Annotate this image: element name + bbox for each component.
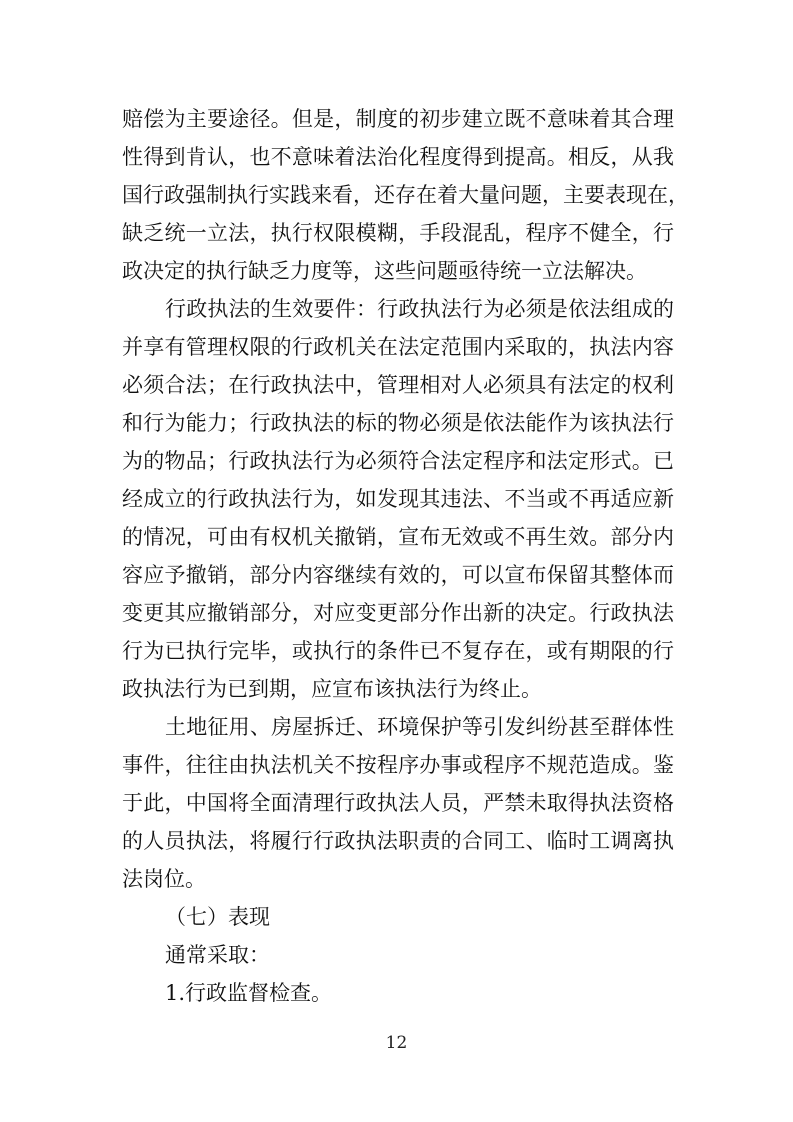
paragraph-3-line: 事件，往往由执法机关不按程序办事或程序不规范造成。鉴 — [122, 753, 674, 777]
paragraph-2-line: 变更其应撤销部分，对应变更部分作出新的决定。行政执法 — [122, 601, 674, 625]
paragraph-3-line: 的人员执法，将履行行政执法职责的合同工、临时工调离执 — [122, 829, 674, 853]
paragraph-3-line: 法岗位。 — [122, 867, 206, 891]
paragraph-2-line: 为的物品；行政执法行为必须符合法定程序和法定形式。已 — [122, 449, 674, 473]
paragraph-2-line: 必须合法；在行政执法中，管理相对人必须具有法定的权利 — [122, 373, 674, 397]
paragraph-2-line: 经成立的行政执法行为，如发现其违法、不当或不再适应新 — [122, 487, 674, 511]
list-item: 1.行政监督检查。 — [165, 981, 333, 1005]
paragraph-1-line: 政决定的执行缺乏力度等，这些问题亟待统一立法解决。 — [122, 259, 647, 283]
section-heading: （七）表现 — [165, 905, 270, 929]
paragraph-2-line: 并享有管理权限的行政机关在法定范围内采取的，执法内容 — [122, 335, 674, 359]
paragraph-1-line: 国行政强制执行实践来看，还存在着大量问题，主要表现在， — [122, 183, 689, 207]
paragraph-1-line: 性得到肯认，也不意味着法治化程度得到提高。相反，从我 — [122, 145, 674, 169]
paragraph-2-line: 政执法行为已到期，应宣布该执法行为终止。 — [122, 677, 542, 701]
paragraph-2-line: 行为已执行完毕，或执行的条件已不复存在，或有期限的行 — [122, 639, 674, 663]
paragraph-2-line: 的情况，可由有权机关撤销，宣布无效或不再生效。部分内 — [122, 525, 674, 549]
paragraph-2-line: 行政执法的生效要件：行政执法行为必须是依法组成的 — [165, 297, 674, 321]
paragraph-2-line: 和行为能力；行政执法的标的物必须是依法能作为该执法行 — [122, 411, 674, 435]
paragraph-1-line: 缺乏统一立法，执行权限模糊，手段混乱，程序不健全，行 — [122, 221, 674, 245]
paragraph-2-line: 容应予撤销，部分内容继续有效的，可以宣布保留其整体而 — [122, 563, 674, 587]
paragraph-3-line: 土地征用、房屋拆迁、环境保护等引发纠纷甚至群体性 — [165, 715, 674, 739]
paragraph-1-line: 赔偿为主要途径。但是，制度的初步建立既不意味着其合理 — [122, 107, 674, 131]
page-number: 12 — [385, 1033, 408, 1053]
paragraph-3-line: 于此，中国将全面清理行政执法人员，严禁未取得执法资格 — [122, 791, 674, 815]
lead-in-text: 通常采取： — [165, 943, 270, 967]
